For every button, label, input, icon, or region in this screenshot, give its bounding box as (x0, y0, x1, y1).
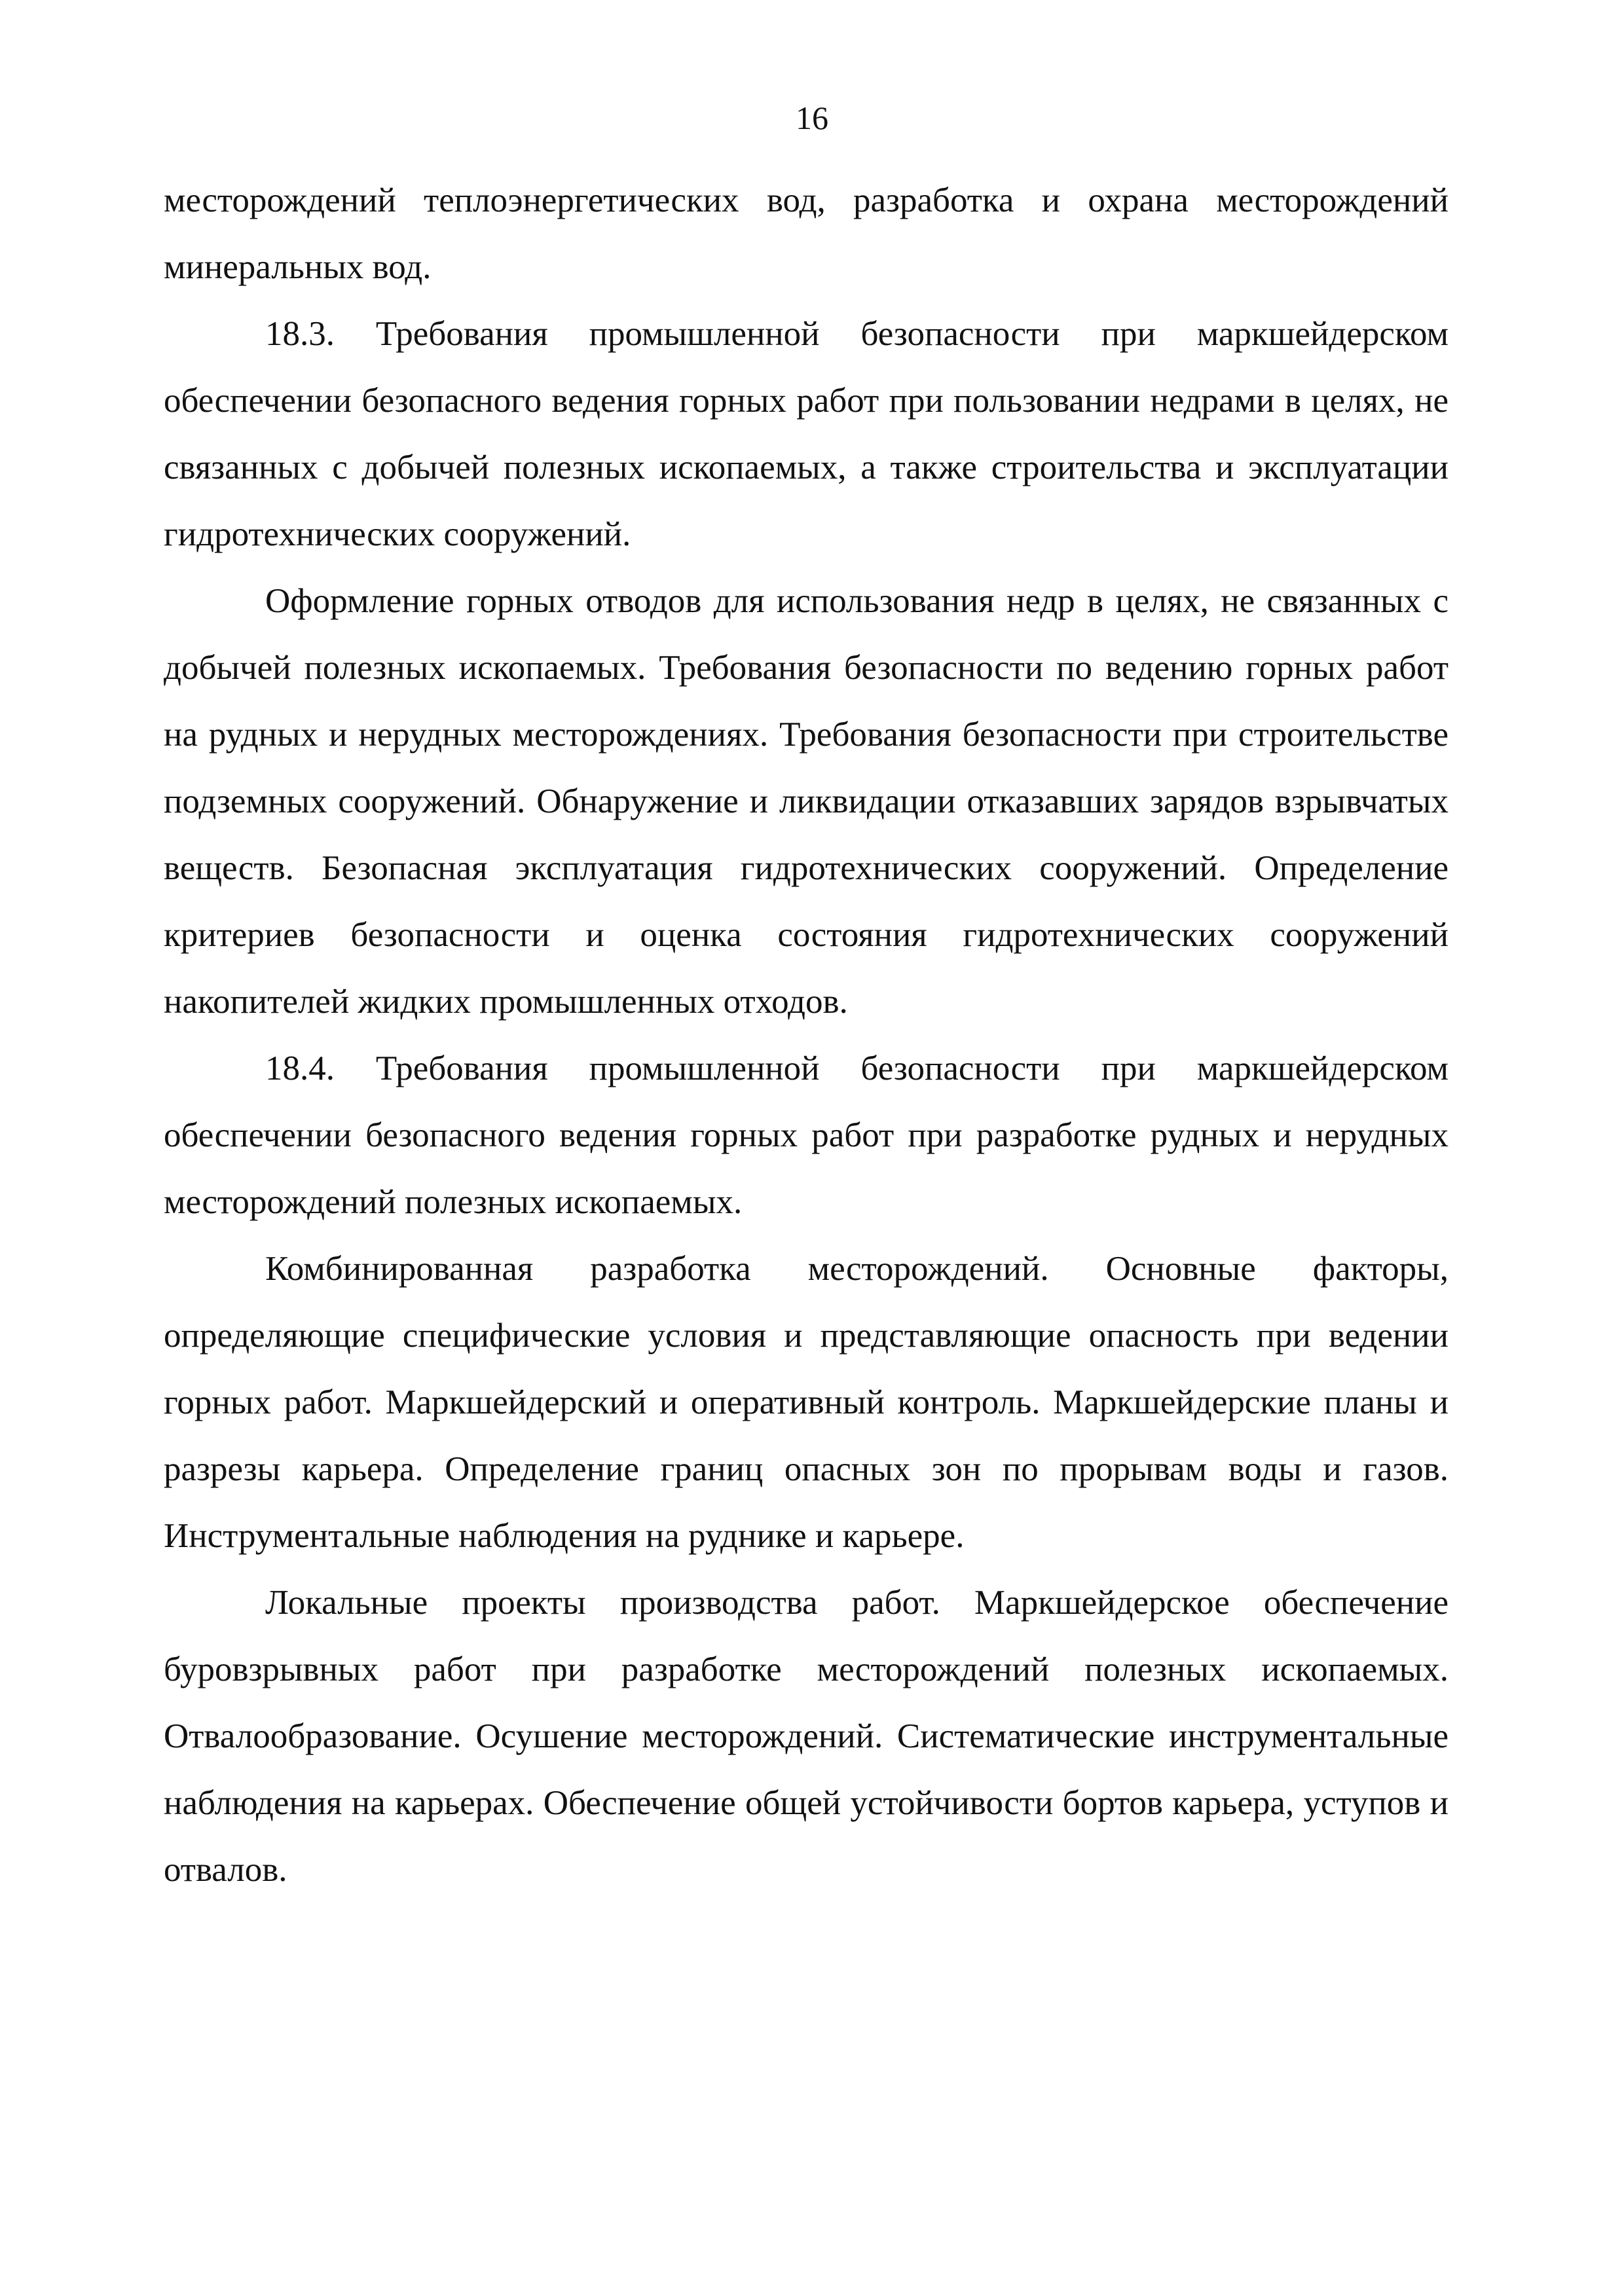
paragraph-section-18-4-body-1: Комбинированная разработка месторождений. Основные факторы, определяющие специфические условия и представляющие опасность при ведении горных работ. Маркшейдерский и оперативный контроль. Маркшейдерские планы и разрезы карьера. Определение границ опасных зон по прорывам воды и газов. Инструментальные наблюдения на руднике и карьере. (164, 1250, 1449, 1555)
paragraph-section-18-3-body: Оформление горных отводов для использования недр в целях, не связанных с добычей полезных ископаемых. Требования безопасности по ведению горных работ на рудных и нерудных месторождениях. Требования безопасности при строительстве подземных сооружений. Обнаружение и ликвидации отказавших зарядов взрывчатых веществ. Безопасная эксплуатация гидротехнических сооружений. Определение критериев безопасности и оценка состояния гидротехнических сооружений накопителей жидких промышленных отходов. (164, 582, 1449, 1021)
paragraph-section-18-4-body-2: Локальные проекты производства работ. Маркшейдерское обеспечение буровзрывных работ при разработке месторождений полезных ископаемых. Отвалообразование. Осушение месторождений. Систематические инструментальные наблюдения на карьерах. Обеспечение общей устойчивости бортов карьера, уступов и отвалов. (164, 1584, 1449, 1889)
page-number: 16 (796, 100, 828, 136)
paragraph-continuation: месторождений теплоэнергетических вод, разработка и охрана месторождений минеральных вод. (164, 181, 1449, 286)
paragraph-section-18-3-heading: 18.3. Требования промышленной безопасности при маркшейдерском обеспечении безопасного ведения горных работ при пользовании недрами в целях, не связанных с добычей полезных ископаемых, а также строительства и эксплуатации гидротехнических сооружений. (164, 315, 1449, 553)
paragraph-section-18-4-heading: 18.4. Требования промышленной безопасности при маркшейдерском обеспечении безопасного ведения горных работ при разработке рудных и нерудных месторождений полезных ископаемых. (164, 1049, 1449, 1221)
document-body (164, 167, 1449, 1903)
